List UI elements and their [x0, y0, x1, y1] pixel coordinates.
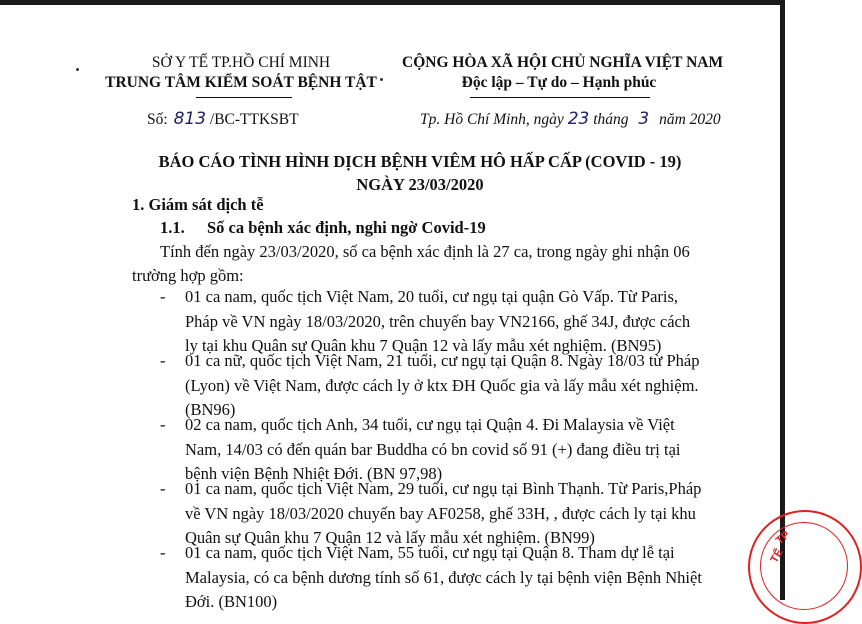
- report-title: BÁO CÁO TÌNH HÌNH DỊCH BỆNH VIÊM HÔ HẤP CẤP (COVID - 19): [158, 152, 682, 171]
- bullet-dash: -: [160, 351, 166, 370]
- national-motto: Độc lập – Tự do – Hạnh phúc: [461, 74, 657, 91]
- handwritten-number: 813: [173, 109, 207, 129]
- bullet-dash: -: [160, 415, 166, 434]
- number-prefix: Số:: [147, 111, 168, 128]
- intro-line-2: trường hợp gồm:: [132, 266, 244, 285]
- date-prefix: Tp. Hồ Chí Minh, ngày: [420, 111, 564, 128]
- document-number: [147, 109, 299, 129]
- handwritten-month: 3: [638, 109, 650, 129]
- handwritten-day: 23: [567, 109, 590, 129]
- scan-edge-right: [780, 0, 785, 600]
- center-underline: [196, 97, 292, 98]
- scan-speck: [76, 68, 79, 71]
- scan-edge-top: [0, 0, 785, 5]
- number-suffix: /BC-TTKSBT: [209, 111, 299, 128]
- motto-underline: [470, 97, 650, 98]
- case-item: 02 ca nam, quốc tịch Anh, 34 tuổi, cư ngụ tại Quận 4. Đi Malaysia về Việt Nam, 14/03 có đến quán bar Buddha có bn covid số 91 (+) đang điều trị tại bệnh viện Bệnh Nhiệt Đới. (BN 97,98): [185, 415, 681, 483]
- subsection-title: Số ca bệnh xác định, nghi ngờ Covid-19: [207, 218, 486, 237]
- month-label: tháng: [593, 111, 629, 128]
- bullet-dash: -: [160, 479, 166, 498]
- seal-lettering: TP: [773, 528, 793, 548]
- subsection-number: 1.1.: [160, 218, 185, 237]
- case-item: 01 ca nữ, quốc tịch Việt Nam, 21 tuổi, cư ngụ tại Quận 8. Ngày 18/03 từ Pháp (Lyon) về Việt Nam, được cách ly ở ktx ĐH Quốc gia và lấy mẫu xét nghiệm. (BN96): [185, 351, 700, 419]
- report-date-title: NGÀY 23/03/2020: [356, 175, 484, 194]
- seal-inner-ring: [760, 522, 848, 610]
- department-name: SỞ Y TẾ TP.HỒ CHÍ MINH: [151, 54, 331, 71]
- center-name: TRUNG TÂM KIỂM SOÁT BỆNH TẬT: [105, 74, 377, 91]
- bullet-dash: -: [160, 543, 166, 562]
- case-item: 01 ca nam, quốc tịch Việt Nam, 55 tuổi, cư ngụ tại Quận 8. Tham dự lễ tại Malaysia, có ca bệnh dương tính số 61, được cách ly tại bệnh viện Bệnh Nhiệt Đới. (BN100): [185, 543, 702, 611]
- seal-lettering: TẾ: [768, 546, 786, 566]
- case-item: 01 ca nam, quốc tịch Việt Nam, 20 tuổi, cư ngụ tại quận Gò Vấp. Từ Paris, Pháp về VN ngày 18/03/2020, trên chuyến bay VN2166, ghế 34J, được cách ly tại khu Quân sự Quân khu 7 Quận 12 và lấy mẫu xét nghiệm. (BN95): [185, 287, 691, 355]
- case-item: 01 ca nam, quốc tịch Việt Nam, 29 tuổi, cư ngụ tại Bình Thạnh. Từ Paris,Pháp về VN ngày 18/03/2020 chuyến bay AF0258, ghế 33H, , được cách ly tại khu Quân sự Quân khu 7 Quận 12 và lấy mẫu xét nghiệm. (BN99): [185, 479, 702, 547]
- section-heading: 1. Giám sát dịch tễ: [132, 195, 264, 214]
- year-label: năm 2020: [659, 111, 721, 128]
- country-name: CỘNG HÒA XÃ HỘI CHỦ NGHĨA VIỆT NAM: [402, 54, 724, 71]
- bullet-dash: -: [160, 287, 166, 306]
- intro-line-1: Tính đến ngày 23/03/2020, số ca bệnh xác định là 27 ca, trong ngày ghi nhận 06: [160, 242, 690, 261]
- issue-date: [420, 109, 721, 129]
- official-seal-stamp: [748, 510, 862, 624]
